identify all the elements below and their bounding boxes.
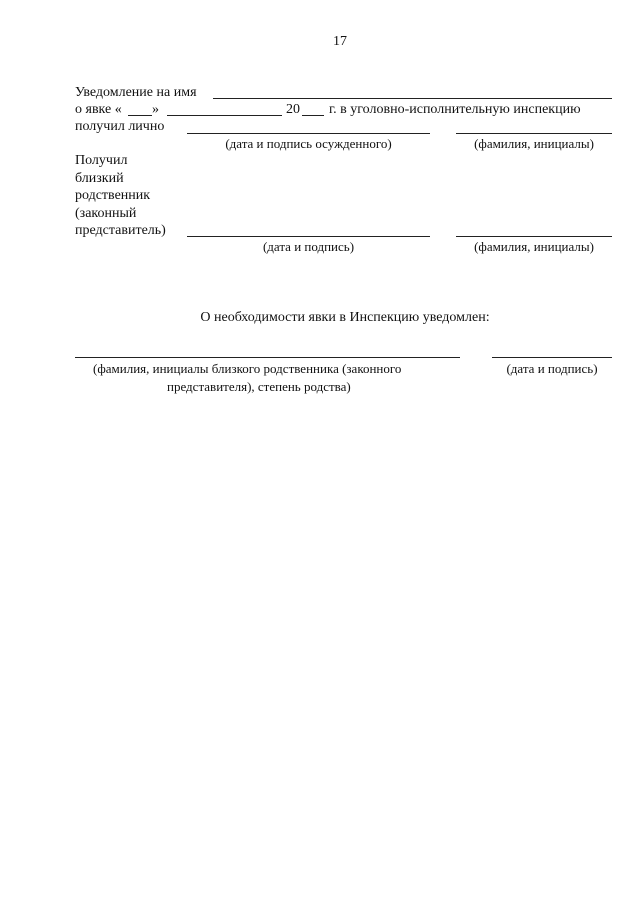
relative-label-5: представитель) xyxy=(75,223,166,238)
acknowledgement-heading: О необходимости явки в Инспекцию уведомлен: xyxy=(200,310,490,325)
month-field-line[interactable] xyxy=(167,115,282,116)
relative-label-1: Получил xyxy=(75,153,128,168)
close-quote: » xyxy=(152,102,159,117)
acknowledgement-signature-line[interactable] xyxy=(492,357,612,358)
relative-label-2: близкий xyxy=(75,171,124,186)
appearance-prefix: о явке « xyxy=(75,102,122,117)
name-field-line[interactable] xyxy=(213,98,612,99)
year-field-line[interactable] xyxy=(302,115,324,116)
received-personally-label: получил лично xyxy=(75,119,165,134)
relative-label-4: (законный xyxy=(75,206,137,221)
caption-relative-signature: (дата и подпись) xyxy=(262,239,355,254)
caption-relative-details-1: (фамилия, инициалы близкого родственника (законного xyxy=(93,361,402,376)
caption-convicted-signature: (дата и подпись осужденного) xyxy=(225,136,392,151)
year-prefix: 20 xyxy=(286,102,300,117)
relative-signature-line[interactable] xyxy=(187,236,430,237)
convicted-signature-line[interactable] xyxy=(187,133,430,134)
caption-relative-name: (фамилия, инициалы) xyxy=(474,239,594,254)
caption-convicted-name: (фамилия, инициалы) xyxy=(474,136,594,151)
relative-label-3: родственник xyxy=(75,188,151,203)
caption-acknowledgement-signature: (дата и подпись) xyxy=(506,361,598,376)
relative-name-line[interactable] xyxy=(456,236,612,237)
caption-relative-details-2: представителя), степень родства) xyxy=(167,379,351,394)
convicted-name-line[interactable] xyxy=(456,133,612,134)
notice-name-label: Уведомление на имя xyxy=(75,85,197,100)
relative-details-line[interactable] xyxy=(75,357,460,358)
page-number: 17 xyxy=(333,34,347,49)
appearance-suffix: г. в уголовно-исполнительную инспекцию xyxy=(329,102,581,117)
day-field-line[interactable] xyxy=(128,115,152,116)
